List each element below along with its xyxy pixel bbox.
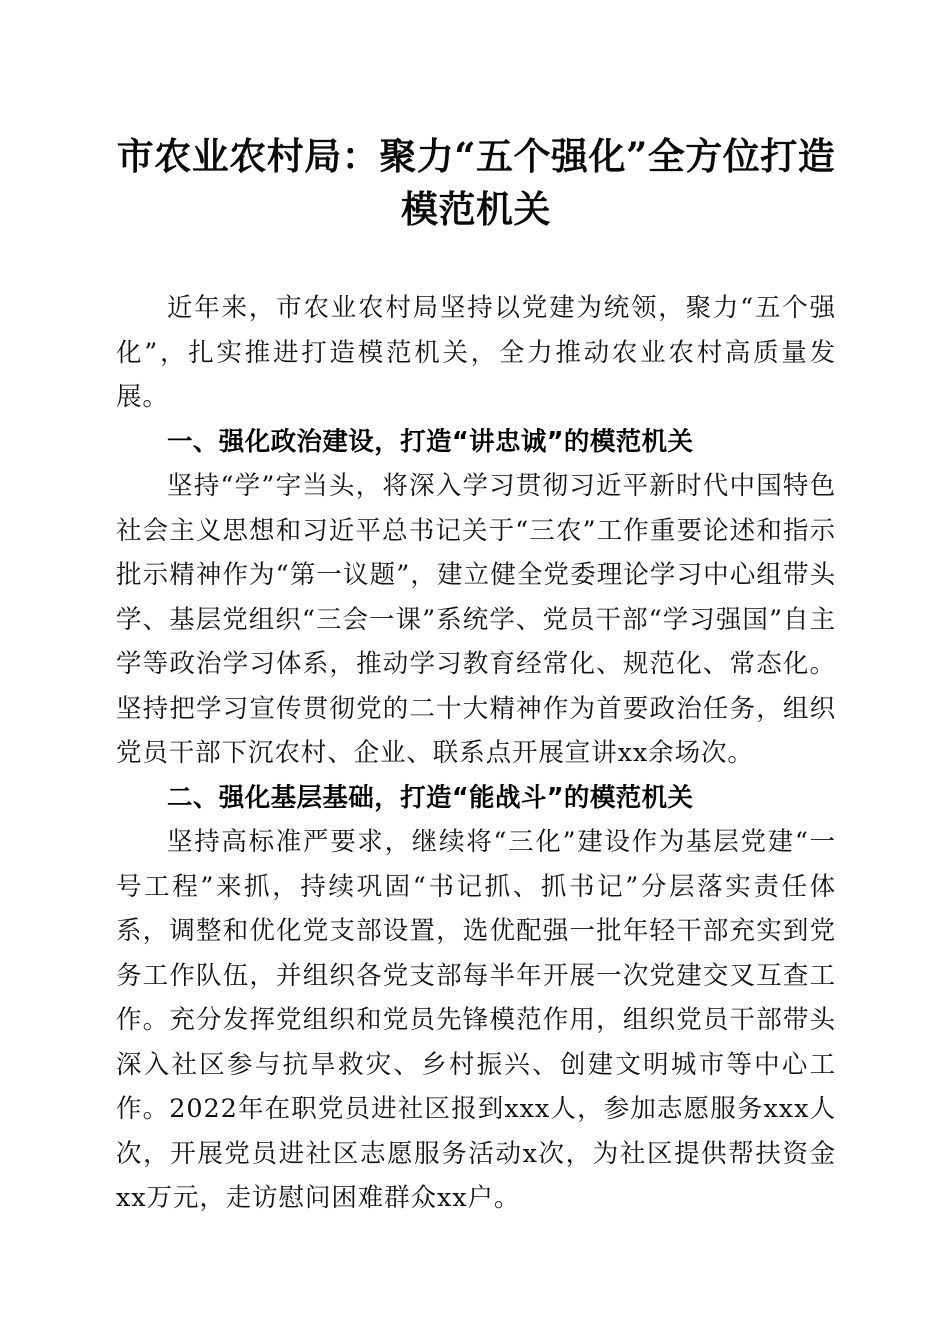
- document-content: [116, 130, 836, 1221]
- section-heading-2: 二、强化基层基础，打造“能战斗”的模范机关: [167, 782, 694, 813]
- section-1-paragraph: 坚持“学”字当头，将深入学习贯彻习近平新时代中国特色社会主义思想和习近平总书记关于“三农”工作重要论述和指示批示精神作为“第一议题”，建立健全党委理论学习中心组带头学、基层党组织“三会一课”系统学、党员干部“学习强国”自主学等政治学习体系，推动学习教育经常化、规范化、常态化。坚持把学习宣传贯彻党的二十大精神作为首要政治任务，组织党员干部下沉农村、企业、联系点开展宣讲xx余场次。: [116, 471, 836, 768]
- section-heading-1: 一、强化政治建设，打造“讲忠诚”的模范机关: [167, 426, 694, 457]
- title-body-spacer: [116, 236, 836, 286]
- intro-paragraph: 近年来，市农业农村局坚持以党建为统领，聚力“五个强化”，扎实推进打造模范机关，全力推动农业农村高质量发展。: [116, 293, 836, 412]
- section-2-paragraph: 坚持高标准严要求，继续将“三化”建设作为基层党建“一号工程”来抓，持续巩固“书记抓、抓书记”分层落实责任体系，调整和优化党支部设置，选优配强一批年轻干部充实到党务工作队伍，并组织各党支部每半年开展一次党建交叉互查工作。充分发挥党组织和党员先锋模范作用，组织党员干部带头深入社区参与抗旱救灾、乡村振兴、创建文明城市等中心工作。2022年在职党员进社区报到xxx人，参加志愿服务xxx人次，开展党员进社区志愿服务活动x次，为社区提供帮扶资金xx万元，走访慰问困难群众xx户。: [116, 827, 836, 1213]
- page-title: 市农业农村局：聚力“五个强化”全方位打造模范机关: [116, 134, 836, 231]
